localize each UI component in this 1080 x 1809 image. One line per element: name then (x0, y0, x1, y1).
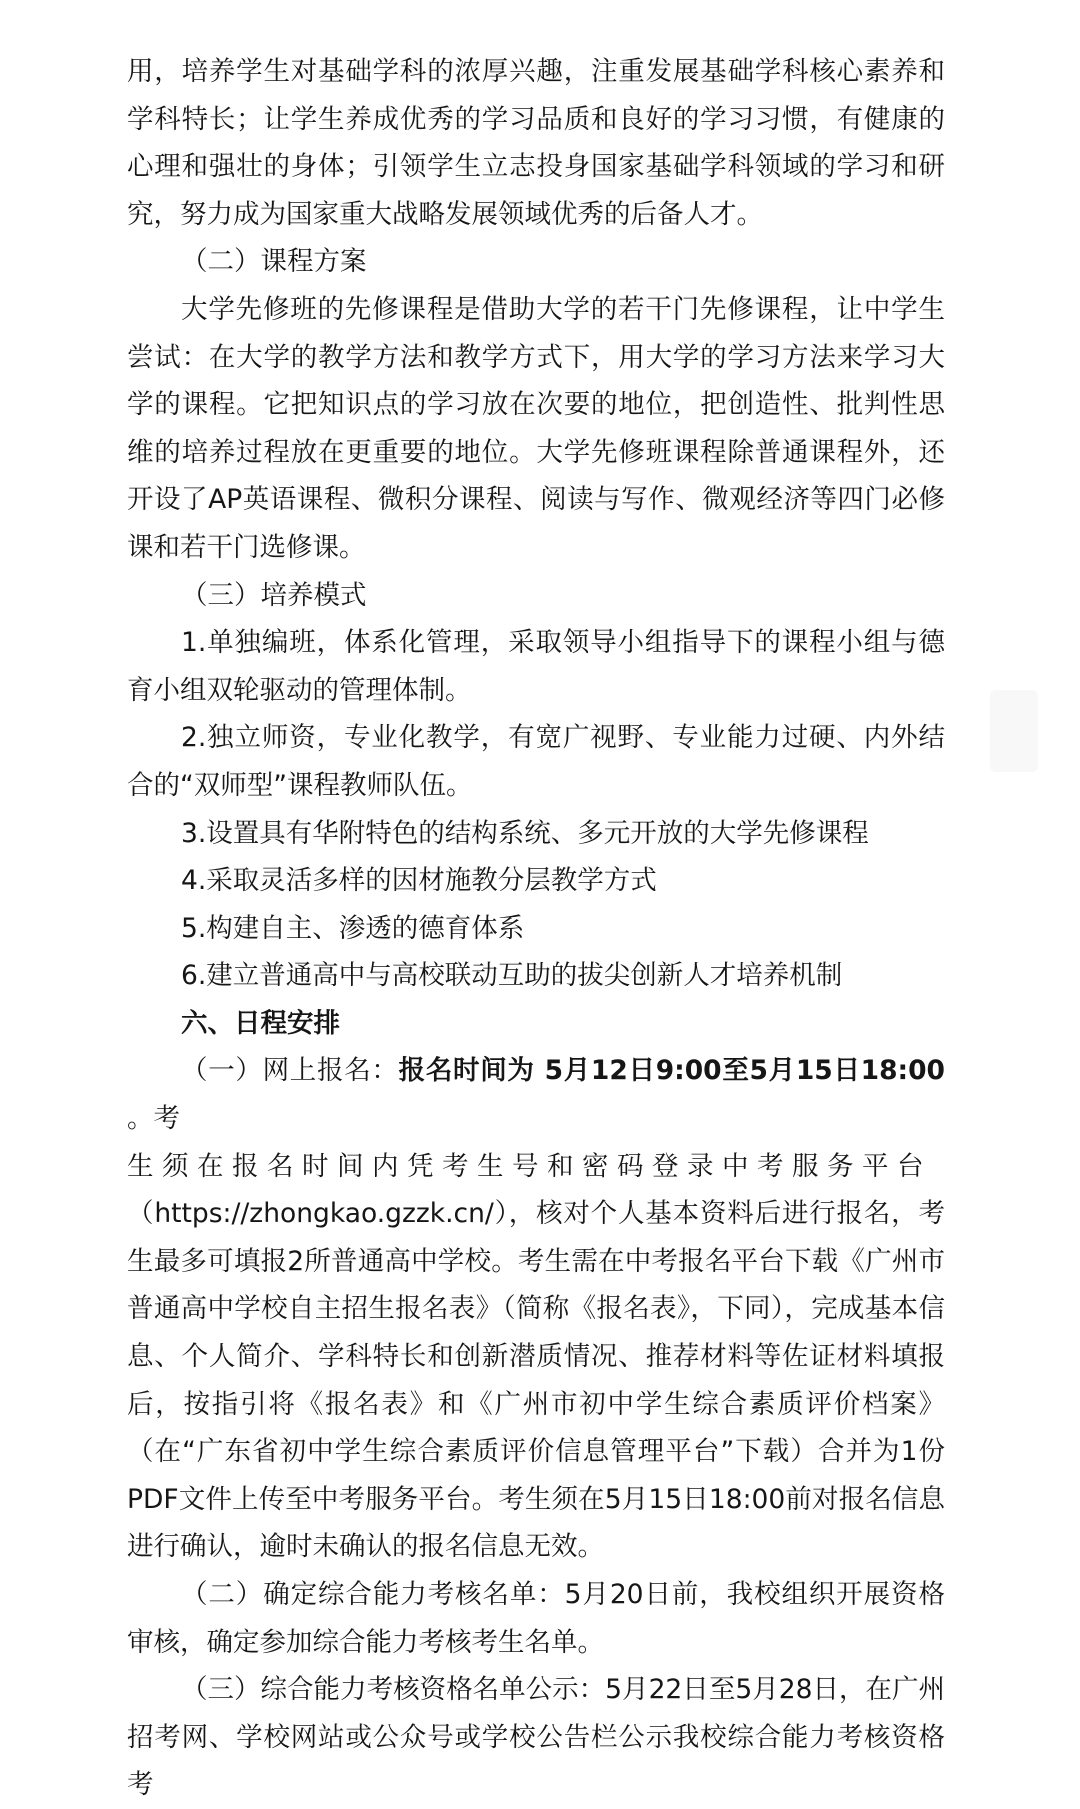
paragraph-online-registration (127, 1047, 945, 1142)
registration-line-2: 生须在报名时间内凭考生号和密码登录中考服务平台 (127, 1150, 932, 1182)
list-item-5: 5.构建自主、渗透的德育体系 (181, 912, 525, 944)
paragraph-publicity: （三）综合能力考核资格名单公示：5月22日至5月28日，在广州招考网、学校网站或公众号或学校公告栏公示我校综合能力考核资格考 (127, 1674, 945, 1801)
heading-training-mode: （三）培养模式 (181, 579, 367, 611)
registration-time: 报名时间为 5月12日9:00至5月15日18:00 (398, 1055, 945, 1087)
paragraph-training-goals: 用，培养学生对基础学科的浓厚兴趣，注重发展基础学科核心素养和学科特长；让学生养成优秀的学习品质和良好的学习习惯，有健康的心理和强壮的身体；引领学生立志投身国家基础学科领域的学习和研究，努力成为国家重大战略发展领域优秀的后备人才。 (127, 56, 945, 230)
heading-course-plan: （二）课程方案 (181, 246, 367, 278)
list-item-4: 4.采取灵活多样的因材施教分层教学方式 (181, 865, 657, 897)
paragraph-confirm-list: （二）确定综合能力考核名单：5月20日前，我校组织开展资格审核，确定参加综合能力考核考生名单。 (127, 1579, 945, 1658)
document-body (127, 48, 945, 1809)
list-item-6: 6.建立普通高中与高校联动互助的拔尖创新人才培养机制 (181, 960, 843, 992)
list-item-1: 1.单独编班，体系化管理，采取领导小组指导下的课程小组与德育小组双轮驱动的管理体制。 (127, 627, 945, 706)
section-title-schedule: 六、日程安排 (181, 1007, 340, 1039)
registration-label: （一）网上报名： (181, 1055, 399, 1087)
registration-after: 。考 (127, 1103, 180, 1135)
list-item-2: 2.独立师资，专业化教学，有宽广视野、专业能力过硬、内外结合的“双师型”课程教师队伍。 (127, 722, 945, 801)
paragraph-course-plan: 大学先修班的先修课程是借助大学的若干门先修课程，让中学生尝试：在大学的教学方法和教学方式下，用大学的学习方法来学习大学的课程。它把知识点的学习放在次要的地位，把创造性、批判性思维的培养过程放在更重要的地位。大学先修班课程除普通课程外，还开设了AP英语课程、微积分课程、阅读与写作、微观经济等四门必修课和若干门选修课。 (127, 293, 945, 563)
registration-details: （https://zhongkao.gzzk.cn/），核对个人基本资料后进行报名，考生最多可填报2所普通高中学校。考生需在中考报名平台下载《广州市普通高中学校自主招生报名表》（简称《报名表》，下同），完成基本信息、个人简介、学科特长和创新潜质情况、推荐材料等佐证材料填报后，按指引将《报名表》和《广州市初中学生综合素质评价档案》（在“广东省初中学生综合素质评价信息管理平台”下载）合并为1份PDF文件上传至中考服务平台。考生须在5月15日18:00前对报名信息进行确认，逾时未确认的报名信息无效。 (127, 1198, 945, 1563)
list-item-3: 3.设置具有华附特色的结构系统、多元开放的大学先修课程 (181, 817, 869, 849)
edge-shadow (990, 690, 1038, 772)
